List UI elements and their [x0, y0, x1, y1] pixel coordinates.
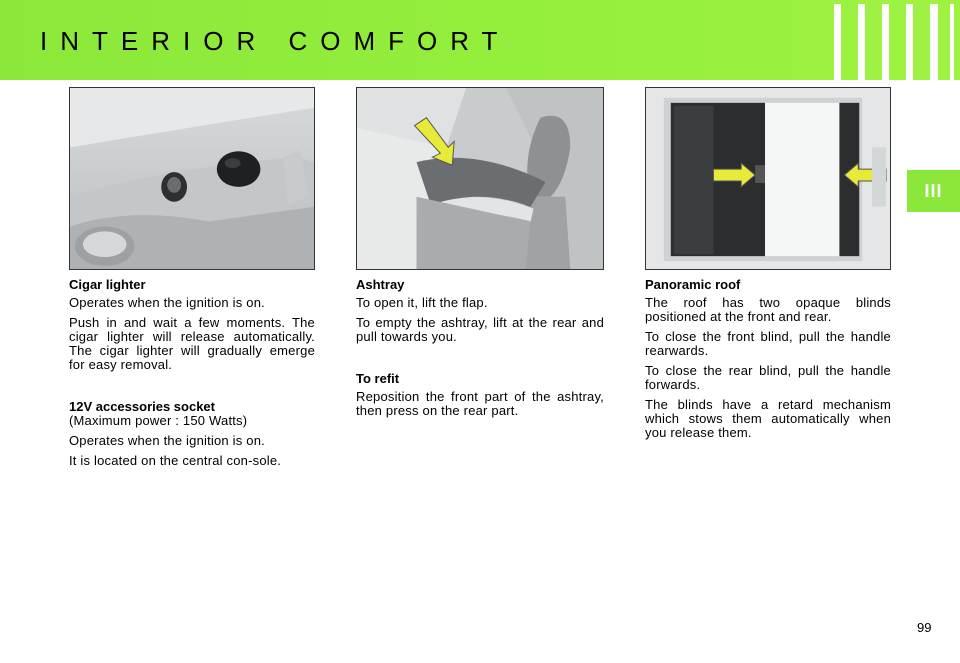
ashtray-p2: To empty the ashtray, lift at the rear and pull towards you. [356, 315, 604, 344]
refit-heading: To refit [356, 371, 400, 386]
ashtray-section [356, 278, 604, 424]
socket-p2: It is located on the central con-sole. [69, 453, 282, 468]
panoramic-roof-section [645, 278, 891, 446]
page-number: 99 [917, 620, 932, 635]
roof-p1: The roof has two opaque blinds positioned at the front and rear. [645, 295, 891, 324]
header-stripes [820, 0, 960, 80]
panoramic-roof-photo [645, 87, 891, 270]
cigar-lighter-p1: Operates when the ignition is on. [69, 295, 265, 310]
refit-p1: Reposition the front part of the ashtray, then press on the rear part. [356, 389, 604, 418]
roof-heading: Panoramic roof [645, 277, 741, 292]
roof-p3: To close the rear blind, pull the handle forwards. [645, 363, 891, 392]
header-band [0, 0, 960, 80]
cigar-lighter-heading: Cigar lighter [69, 277, 146, 292]
ashtray-p1: To open it, lift the flap. [356, 295, 488, 310]
socket-heading: 12V accessories socket [69, 399, 215, 414]
socket-subtitle: (Maximum power : 150 Watts) [69, 413, 248, 428]
roof-p4: The blinds have a retard mechanism which stows them automatically when you release them. [645, 397, 891, 440]
page-title: INTERIOR COMFORT [40, 26, 511, 56]
chapter-tab[interactable]: III [907, 170, 960, 212]
cigar-lighter-photo [69, 87, 315, 270]
cigar-lighter-section [69, 278, 315, 474]
roof-p2: To close the front blind, pull the handle rearwards. [645, 329, 891, 358]
cigar-lighter-p2: Push in and wait a few moments. The cigar lighter will release automatically. The cigar lighter will gradually emerge for easy removal. [69, 315, 315, 372]
socket-p1: Operates when the ignition is on. [69, 433, 265, 448]
ashtray-heading: Ashtray [356, 277, 405, 292]
ashtray-photo [356, 87, 604, 270]
